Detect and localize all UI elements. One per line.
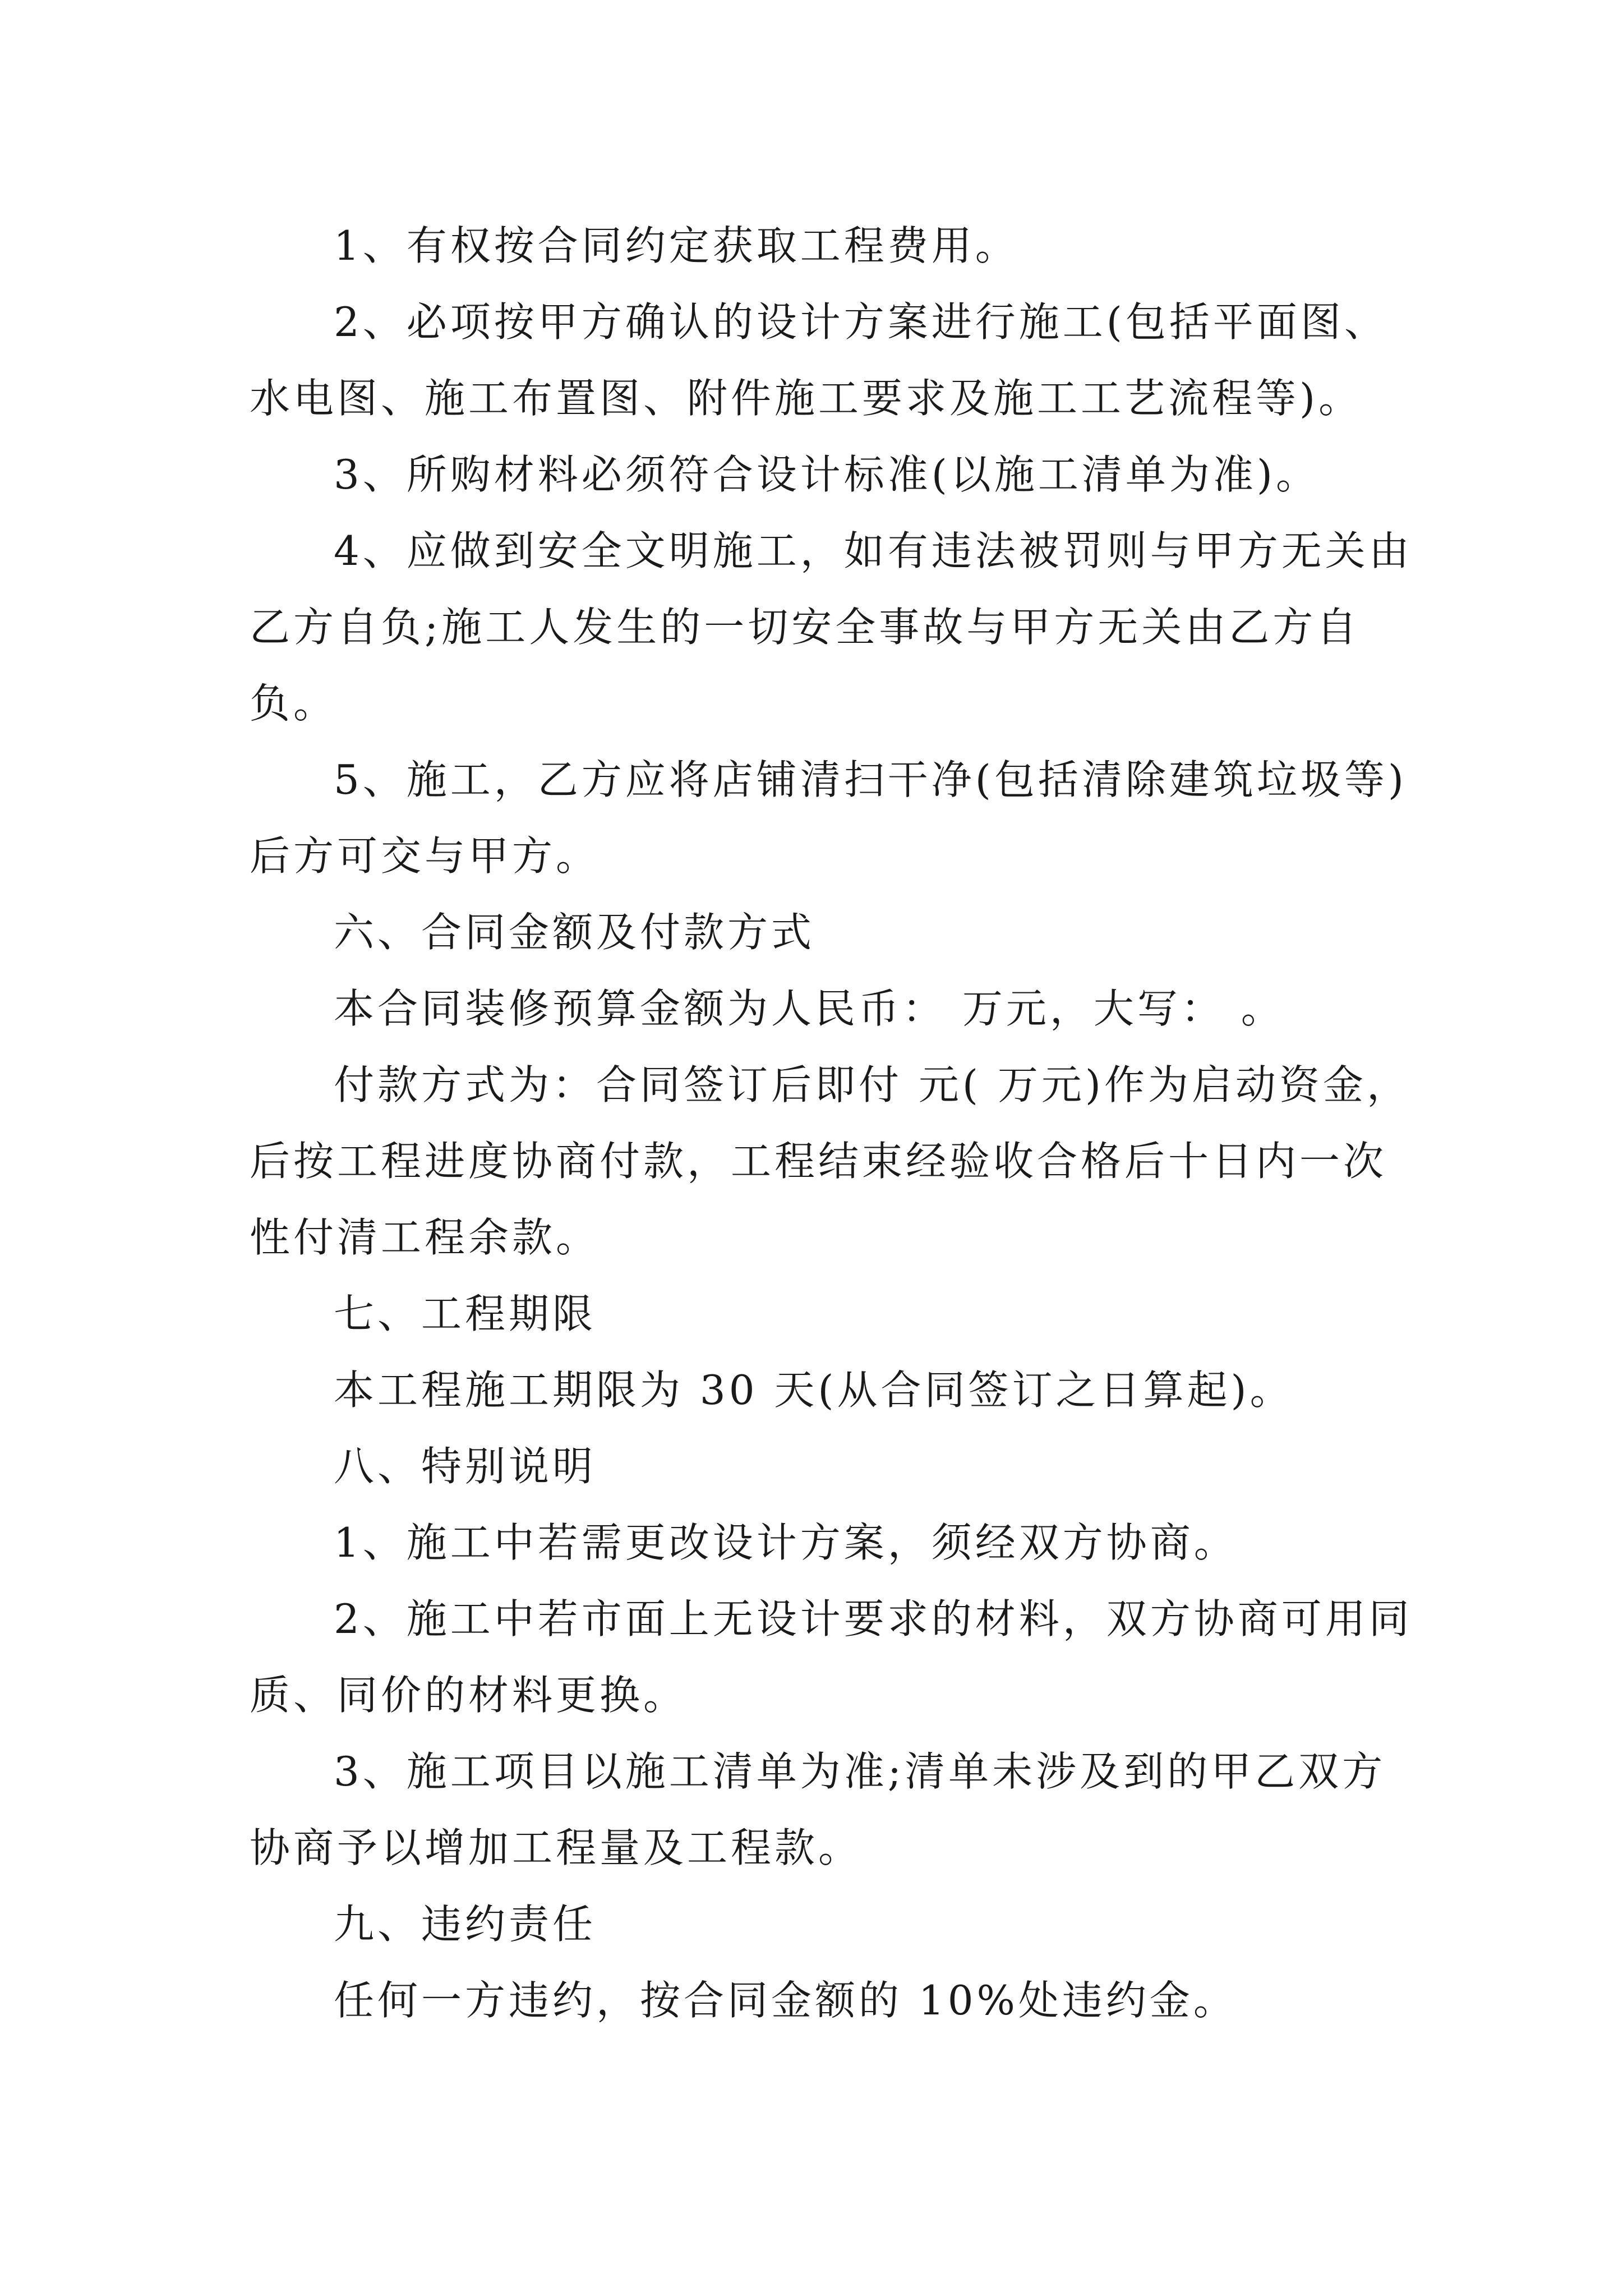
payment-method: 付款方式为：合同签订后即付 元( 万元)作为启动资金，后按工程进度协商付款，工程结束经验收合格后十日内一次性付清工程余款。: [250, 1061, 1410, 1261]
clause-5-cleanup: 5、施工，乙方应将店铺清扫干净(包括清除建筑垃圾等)后方可交与甲方。: [250, 756, 1407, 880]
section-7-heading: 七、工程期限: [334, 1290, 597, 1337]
contract-amount: 本合同装修预算金额为人民币： 万元，大写： 。: [334, 985, 1285, 1032]
clause-2-design-plan: 2、必项按甲方确认的设计方案进行施工(包括平面图、水电图、施工布置图、附件施工要求及施工工艺流程等)。: [250, 298, 1388, 422]
construction-period: 本工程施工期限为 30 天(从合同签订之日算起)。: [334, 1366, 1294, 1414]
section-9-heading: 九、违约责任: [334, 1901, 597, 1948]
special-note-2: 2、施工中若市面上无设计要求的材料，双方协商可用同质、同价的材料更换。: [250, 1595, 1413, 1719]
section-6-heading: 六、合同金额及付款方式: [334, 909, 815, 956]
clause-3-materials: 3、所购材料必须符合设计标准(以施工清单为准)。: [334, 451, 1320, 498]
clause-4-safety: 4、应做到安全文明施工，如有违法被罚则与甲方无关由乙方自负;施工人发生的一切安全事故与甲方无关由乙方自负。: [250, 527, 1413, 727]
special-note-1: 1、施工中若需更改设计方案，须经双方协商。: [334, 1519, 1238, 1566]
clause-1-fee-right: 1、有权按合同约定获取工程费用。: [334, 222, 1019, 269]
special-note-3: 3、施工项目以施工清单为准;清单未涉及到的甲乙双方协商予以增加工程量及工程款。: [250, 1748, 1386, 1871]
section-8-heading: 八、特别说明: [334, 1443, 597, 1490]
breach-liability: 任何一方违约，按合同金额的 10%处违约金。: [334, 1977, 1237, 2024]
document-body: [250, 208, 1416, 2039]
